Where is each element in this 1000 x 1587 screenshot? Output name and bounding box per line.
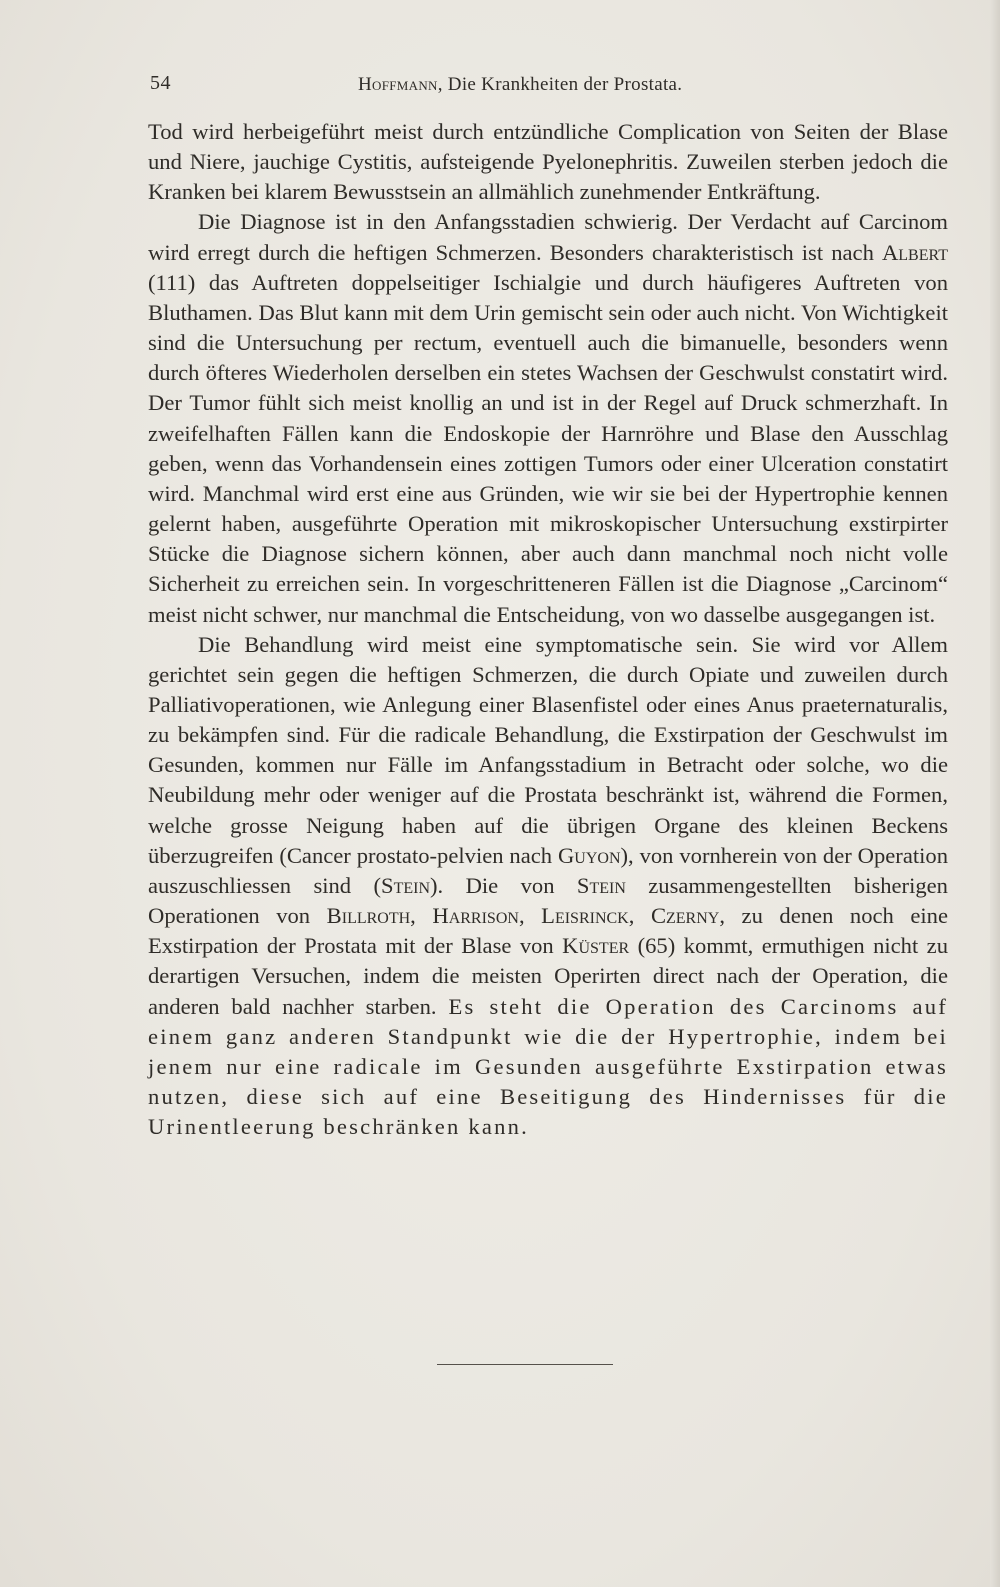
- running-head: [358, 74, 682, 96]
- author-name: Leisrinck: [541, 903, 629, 929]
- paragraph: [148, 117, 948, 207]
- text-segment: ,: [410, 903, 433, 929]
- author-name: Albert: [881, 239, 948, 265]
- author-name: Küster: [562, 933, 630, 959]
- running-head-author: Hoffmann: [358, 74, 438, 95]
- page-edge: [990, 0, 1000, 1587]
- author-name: Harrison: [432, 903, 519, 929]
- text-segment: Tod wird herbeigeführt meist durch entzündliche Complication von Seiten der Blase und Niere, jauchige Cystitis, aufsteigende Pyelonephritis. Zuweilen sterben jedoch die Kranken bei klarem Bewusstsein an allmählich zunehmender Entkräftung.: [148, 119, 948, 205]
- text-segment: zusammengestellten bisherigen Operationen von: [148, 872, 948, 929]
- author-name: Czerny: [650, 903, 720, 929]
- author-name: Billroth: [326, 903, 411, 929]
- text-segment: ). Die von: [430, 872, 577, 898]
- paragraph: [148, 630, 948, 1143]
- text-segment: ,: [628, 903, 651, 929]
- author-name: Stein: [381, 872, 431, 898]
- author-name: Guyon: [557, 842, 621, 868]
- page-number: 54: [150, 72, 171, 94]
- running-head-title: , Die Krankheiten der Prostata.: [437, 74, 683, 95]
- paragraph: [148, 207, 948, 629]
- section-end-rule: [437, 1364, 613, 1365]
- author-name: Stein: [576, 872, 626, 898]
- spaced-text: Es steht die Operation des Carcinoms auf einem ganz anderen Standpunkt wie die der Hypertrophie, indem bei jenem nur eine radicale im Gesunden ausgeführte Exstirpation etwas nutzen, diese sich auf eine Beseitigung des Hindernisses für die Urinentleerung beschränken kann.: [148, 993, 948, 1140]
- text-segment: Die Behandlung wird meist eine symptomatische sein. Sie wird vor Allem gerichtet sein gegen die heftigen Schmerzen, die durch Opiate und zuweilen durch Palliativoperationen, wie Anlegung einer Blasenfistel oder eines Anus praeternaturalis, zu bekämpfen sind. Für die radicale Behandlung, die Exstirpation der Geschwulst im Gesunden, kommen nur Fälle im Anfangsstadium in Betracht oder solche, wo die Neubildung mehr oder weniger auf die Prostata beschränkt ist, während die Formen, welche grosse Neigung haben auf die übrigen Organe des kleinen Beckens überzugreifen (Cancer prostato-pelvien nach: [148, 631, 948, 868]
- text-segment: , zu denen noch eine Exstirpation der Prostata mit der Blase von: [148, 903, 949, 959]
- page-header: [150, 72, 940, 104]
- text-segment: Die Diagnose ist in den Anfangsstadien schwierig. Der Verdacht auf Carcinom wird erregt durch die heftigen Schmerzen. Besonders charakteristisch ist nach: [148, 209, 948, 265]
- text-segment: (111) das Auftreten doppelseitiger Ischialgie und durch häufigeres Auftreten von Bluthamen. Das Blut kann mit dem Urin gemischt sein oder auch nicht. Von Wichtigkeit sind die Untersuchung per rectum, eventuell auch die bimanuelle, besonders wenn durch öfteres Wiederholen derselben ein stetes Wachsen der Geschwulst constatirt wird. Der Tumor fühlt sich meist knollig an und ist in der Regel auf Druck schmerzhaft. In zweifelhaften Fällen kann die Endoskopie der Harnröhre und Blase den Ausschlag geben, wenn das Vorhandensein eines zottigen Tumors oder einer Ulceration constatirt wird. Manchmal wird erst eine aus Gründen, wie wir sie bei der Hypertrophie kennen gelernt haben, ausgeführte Operation mit mikroskopischer Untersuchung exstirpirter Stücke die Diagnose sichern können, aber auch dann manchmal noch nicht volle Sicherheit zu erreichen sein. In vorgeschritteneren Fällen ist die Diagnose „Carcinom“ meist nicht schwer, nur manchmal die Entscheidung, von wo dasselbe ausgegangen ist.: [148, 269, 948, 627]
- text-segment: (65) kommt, ermuthigen nicht zu derartigen Versuchen, indem die meisten Operirten direct nach der Operation, die anderen bald nachher starben.: [148, 933, 949, 1019]
- body-text: [148, 117, 948, 1142]
- text-segment: ,: [518, 903, 542, 929]
- text-segment: ), von vornherein von der Operation auszuschliessen sind (: [148, 842, 948, 898]
